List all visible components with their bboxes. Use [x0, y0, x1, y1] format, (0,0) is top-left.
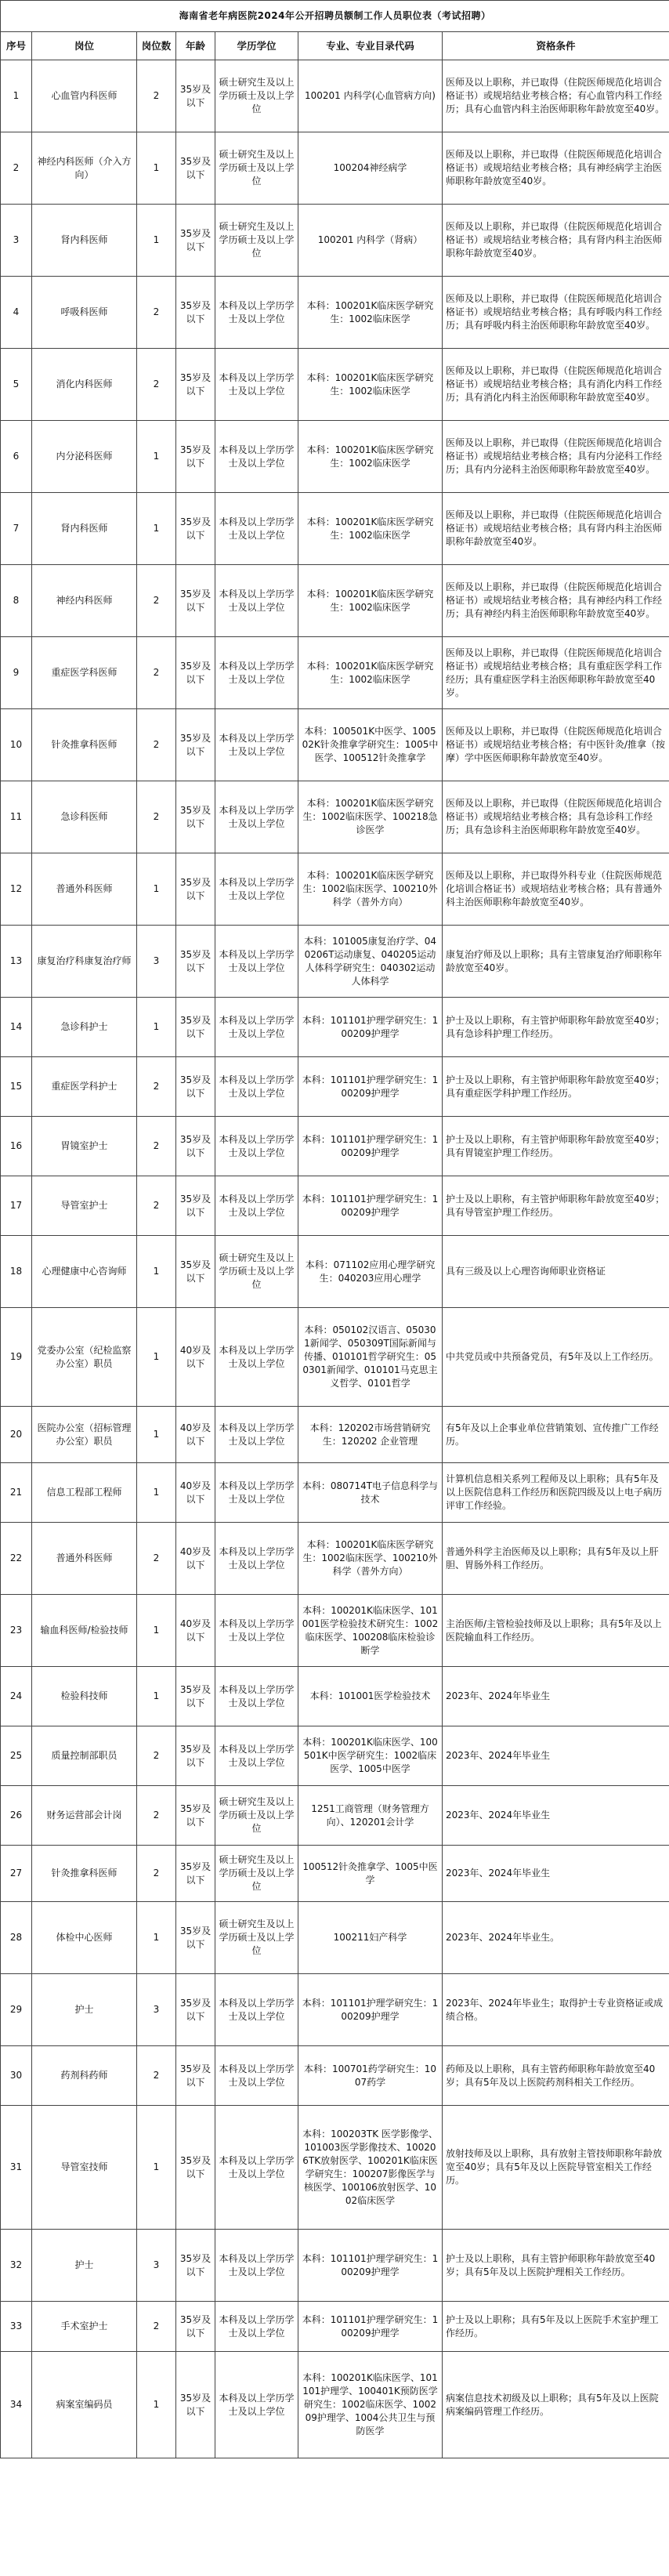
cell-no: 9 — [1, 637, 32, 709]
table-row — [1, 2046, 669, 2106]
cell-no: 25 — [1, 1726, 32, 1786]
cell-post: 内分泌科医师 — [32, 421, 137, 493]
cell-education: 本科及以上学历学士及以上学位 — [215, 349, 298, 421]
cell-age: 35岁及以下 — [176, 1236, 215, 1308]
cell-major: 本科：100201K临床医学研究生：1002临床医学、100210外科学（普外方向） — [298, 853, 443, 926]
table-row — [1, 1667, 669, 1726]
cell-major: 本科：100201K临床医学研究生：1002临床医学 — [298, 349, 443, 421]
cell-no: 14 — [1, 998, 32, 1057]
cell-no: 29 — [1, 1974, 32, 2046]
cell-conditions: 护士及以上职称，有主管护师职称年龄放宽至40岁；具有急诊科护理工作经历。 — [443, 998, 669, 1057]
cell-post: 急诊科医师 — [32, 781, 137, 853]
cell-count: 2 — [137, 60, 176, 132]
cell-education: 本科及以上学历学士及以上学位 — [215, 1726, 298, 1786]
cell-age: 35岁及以下 — [176, 1117, 215, 1176]
page-title: 海南省老年病医院2024年公开招聘员额制工作人员职位表（考试招聘） — [1, 1, 669, 32]
cell-no: 31 — [1, 2106, 32, 2230]
cell-major: 本科：101101护理学研究生：100209护理学 — [298, 1117, 443, 1176]
cell-conditions: 计算机信息相关系列工程师及以上职称；具有5年及以上医院信息科工作经历和医院四级及以上电子病历评审工作经验。 — [443, 1463, 669, 1523]
cell-education: 本科及以上学历学士及以上学位 — [215, 853, 298, 926]
table-row — [1, 349, 669, 421]
cell-conditions: 具有三级及以上心理咨询师职业资格证 — [443, 1236, 669, 1308]
cell-major: 本科：101101护理学研究生：100209护理学 — [298, 1176, 443, 1236]
table-row — [1, 1176, 669, 1236]
cell-count: 1 — [137, 132, 176, 205]
cell-education: 本科及以上学历学士及以上学位 — [215, 1667, 298, 1726]
cell-education: 本科及以上学历学士及以上学位 — [215, 1523, 298, 1595]
cell-no: 18 — [1, 1236, 32, 1308]
cell-no: 5 — [1, 349, 32, 421]
cell-count: 1 — [137, 1407, 176, 1463]
cell-count: 1 — [137, 1902, 176, 1974]
cell-no: 6 — [1, 421, 32, 493]
cell-no: 34 — [1, 2352, 32, 2458]
cell-count: 2 — [137, 2046, 176, 2106]
cell-conditions: 护士及以上职称；具有5年及以上医院手术室护理工作经历。 — [443, 2302, 669, 2352]
cell-education: 本科及以上学历学士及以上学位 — [215, 493, 298, 565]
cell-no: 30 — [1, 2046, 32, 2106]
cell-education: 本科及以上学历学士及以上学位 — [215, 2046, 298, 2106]
cell-post: 康复治疗科康复治疗师 — [32, 926, 137, 998]
cell-post: 消化内科医师 — [32, 349, 137, 421]
cell-count: 2 — [137, 1523, 176, 1595]
cell-education: 本科及以上学历学士及以上学位 — [215, 2106, 298, 2230]
cell-no: 27 — [1, 1846, 32, 1902]
cell-age: 35岁及以下 — [176, 1667, 215, 1726]
table-row — [1, 1902, 669, 1974]
cell-no: 24 — [1, 1667, 32, 1726]
cell-count: 2 — [137, 277, 176, 349]
cell-major: 1251工商管理（财务管理方向）、120201会计学 — [298, 1786, 443, 1846]
cell-conditions: 医师及以上职称，并已取得（住院医师规范化培训合格证书）或规培结业考核合格；具有呼吸内科工作经历；具有呼吸内科主治医师职称年龄放宽至40岁。 — [443, 277, 669, 349]
cell-major: 本科：101101护理学研究生：100209护理学 — [298, 2230, 443, 2302]
cell-age: 35岁及以下 — [176, 853, 215, 926]
cell-count: 2 — [137, 709, 176, 781]
cell-education: 本科及以上学历学士及以上学位 — [215, 1595, 298, 1667]
cell-no: 2 — [1, 132, 32, 205]
cell-post: 手术室护士 — [32, 2302, 137, 2352]
table-row — [1, 926, 669, 998]
cell-post: 重症医学科护士 — [32, 1057, 137, 1117]
cell-post: 导管室护士 — [32, 1176, 137, 1236]
table-row — [1, 1523, 669, 1595]
cell-post: 财务运营部会计岗 — [32, 1786, 137, 1846]
cell-age: 35岁及以下 — [176, 1176, 215, 1236]
cell-count: 2 — [137, 1846, 176, 1902]
cell-no: 26 — [1, 1786, 32, 1846]
cell-major: 本科：100201K临床医学研究生：1002临床医学 — [298, 277, 443, 349]
cell-count: 1 — [137, 2352, 176, 2458]
cell-count: 1 — [137, 2106, 176, 2230]
cell-count: 1 — [137, 1463, 176, 1523]
cell-education: 本科及以上学历学士及以上学位 — [215, 2302, 298, 2352]
cell-count: 1 — [137, 421, 176, 493]
cell-conditions: 医师及以上职称，并已取得（住院医师规范化培训合格证书）或规培结业考核合格；具有内分泌科工作经历；具有内分泌科主治医师职称年龄放宽至40岁。 — [443, 421, 669, 493]
cell-count: 2 — [137, 1726, 176, 1786]
cell-education: 本科及以上学历学士及以上学位 — [215, 1407, 298, 1463]
cell-age: 35岁及以下 — [176, 421, 215, 493]
table-row — [1, 1974, 669, 2046]
cell-conditions: 2023年、2024年毕业生；取得护士专业资格证或成绩合格。 — [443, 1974, 669, 2046]
cell-conditions: 2023年、2024年毕业生 — [443, 1726, 669, 1786]
cell-post: 护士 — [32, 2230, 137, 2302]
cell-no: 13 — [1, 926, 32, 998]
cell-count: 2 — [137, 1117, 176, 1176]
cell-no: 10 — [1, 709, 32, 781]
table-row — [1, 132, 669, 205]
cell-major: 本科：080714T电子信息科学与技术 — [298, 1463, 443, 1523]
table-body — [1, 60, 669, 2458]
cell-education: 本科及以上学历学士及以上学位 — [215, 781, 298, 853]
table-row — [1, 421, 669, 493]
cell-count: 2 — [137, 1057, 176, 1117]
cell-age: 35岁及以下 — [176, 277, 215, 349]
cell-age: 35岁及以下 — [176, 1726, 215, 1786]
title-row — [1, 1, 669, 32]
cell-age: 40岁及以下 — [176, 1595, 215, 1667]
cell-post: 普通外科医师 — [32, 853, 137, 926]
cell-major: 本科：120202市场营销研究生：120202 企业管理 — [298, 1407, 443, 1463]
cell-major: 本科：100203TK 医学影像学、101003医学影像技术、100206TK放射医学、100201K临床医学研究生：100207影像医学与核医学、100106放射医学、1002临床医学 — [298, 2106, 443, 2230]
cell-post: 信息工程部工程师 — [32, 1463, 137, 1523]
cell-age: 35岁及以下 — [176, 1057, 215, 1117]
cell-conditions: 病案信息技术初级及以上职称；具有5年及以上医院病案编码管理工作经历。 — [443, 2352, 669, 2458]
cell-post: 药剂科药师 — [32, 2046, 137, 2106]
cell-education: 硕士研究生及以上学历硕士及以上学位 — [215, 1236, 298, 1308]
table-row — [1, 205, 669, 277]
table-row — [1, 998, 669, 1057]
header-age: 年龄 — [176, 32, 215, 60]
cell-post: 导管室技师 — [32, 2106, 137, 2230]
cell-education: 硕士研究生及以上学历硕士及以上学位 — [215, 1786, 298, 1846]
cell-conditions: 2023年、2024年毕业生。 — [443, 1902, 669, 1974]
cell-education: 本科及以上学历学士及以上学位 — [215, 1463, 298, 1523]
cell-education: 本科及以上学历学士及以上学位 — [215, 1176, 298, 1236]
cell-conditions: 医师及以上职称，并已取得（住院医师规范化培训合格证书）或规培结业考核合格；具有消化内科工作经历；具有消化内科主治医师职称年龄放宽至40岁。 — [443, 349, 669, 421]
cell-education: 本科及以上学历学士及以上学位 — [215, 421, 298, 493]
cell-post: 病案室编码员 — [32, 2352, 137, 2458]
cell-post: 输血科医师/检验技师 — [32, 1595, 137, 1667]
cell-count: 1 — [137, 1236, 176, 1308]
cell-age: 35岁及以下 — [176, 1974, 215, 2046]
cell-no: 1 — [1, 60, 32, 132]
cell-education: 本科及以上学历学士及以上学位 — [215, 2230, 298, 2302]
cell-count: 2 — [137, 781, 176, 853]
table-row — [1, 1786, 669, 1846]
table-row — [1, 1463, 669, 1523]
cell-count: 1 — [137, 853, 176, 926]
cell-no: 28 — [1, 1902, 32, 1974]
cell-post: 针灸推拿科医师 — [32, 1846, 137, 1902]
cell-major: 本科：100201K临床医学研究生：1002临床医学、100218急诊医学 — [298, 781, 443, 853]
cell-age: 35岁及以下 — [176, 637, 215, 709]
cell-no: 22 — [1, 1523, 32, 1595]
cell-count: 2 — [137, 1176, 176, 1236]
cell-count: 2 — [137, 1786, 176, 1846]
cell-education: 硕士研究生及以上学历硕士及以上学位 — [215, 132, 298, 205]
cell-age: 35岁及以下 — [176, 1846, 215, 1902]
cell-education: 硕士研究生及以上学历硕士及以上学位 — [215, 1902, 298, 1974]
cell-education: 本科及以上学历学士及以上学位 — [215, 926, 298, 998]
table-row — [1, 781, 669, 853]
cell-conditions: 护士及以上职称，有主管护师职称年龄放宽至40岁；具有重症医学科护理工作经历。 — [443, 1057, 669, 1117]
cell-post: 肾内科医师 — [32, 205, 137, 277]
cell-post: 胃镜室护士 — [32, 1117, 137, 1176]
cell-no: 3 — [1, 205, 32, 277]
cell-no: 8 — [1, 565, 32, 637]
cell-conditions: 护士及以上职称，有主管护师职称年龄放宽至40岁；具有导管室护理工作经历。 — [443, 1176, 669, 1236]
table-row — [1, 1407, 669, 1463]
cell-post: 急诊科护士 — [32, 998, 137, 1057]
cell-age: 35岁及以下 — [176, 781, 215, 853]
cell-no: 15 — [1, 1057, 32, 1117]
header-major: 专业、专业目录代码 — [298, 32, 443, 60]
cell-count: 2 — [137, 2302, 176, 2352]
cell-conditions: 医师及以上职称，并已取得（住院医师规范化培训合格证书）或规培结业考核合格；具有神经内科工作经历；具有神经内科主治医师职称年龄放宽至40岁。 — [443, 565, 669, 637]
cell-post: 医院办公室（招标管理办公室）职员 — [32, 1407, 137, 1463]
cell-conditions: 2023年、2024年毕业生 — [443, 1786, 669, 1846]
header-education: 学历学位 — [215, 32, 298, 60]
cell-age: 35岁及以下 — [176, 998, 215, 1057]
cell-count: 2 — [137, 637, 176, 709]
cell-no: 19 — [1, 1308, 32, 1407]
cell-major: 本科：100201K临床医学研究生：1002临床医学、100210外科学（普外方向） — [298, 1523, 443, 1595]
cell-education: 硕士研究生及以上学历硕士及以上学位 — [215, 60, 298, 132]
cell-conditions: 医师及以上职称，并已取得（住院医师规范化培训合格证书）或规培结业考核合格；有心血管内科工作经历；具有心血管内科主治医师职称年龄放宽至40岁。 — [443, 60, 669, 132]
table-row — [1, 1117, 669, 1176]
cell-count: 1 — [137, 1667, 176, 1726]
cell-age: 35岁及以下 — [176, 205, 215, 277]
cell-major: 本科：101001医学检验技术 — [298, 1667, 443, 1726]
cell-conditions: 护士及以上职称，具有主管护师职称年龄放宽至40岁；具有5年及以上医院护理相关工作经历。 — [443, 2230, 669, 2302]
table-row — [1, 2230, 669, 2302]
header-post: 岗位 — [32, 32, 137, 60]
cell-major: 本科：100201K临床医学研究生：1002临床医学 — [298, 637, 443, 709]
cell-age: 35岁及以下 — [176, 2046, 215, 2106]
cell-no: 32 — [1, 2230, 32, 2302]
cell-major: 100201 内科学（肾病） — [298, 205, 443, 277]
cell-age: 35岁及以下 — [176, 2106, 215, 2230]
cell-no: 4 — [1, 277, 32, 349]
table-row — [1, 277, 669, 349]
header-count: 岗位数 — [137, 32, 176, 60]
cell-conditions: 医师及以上职称，并已取得（住院医师规范化培训合格证书）或规培结业考核合格；具有肾内科主治医师职称年龄放宽至40岁。 — [443, 205, 669, 277]
cell-no: 12 — [1, 853, 32, 926]
cell-education: 本科及以上学历学士及以上学位 — [215, 998, 298, 1057]
cell-age: 35岁及以下 — [176, 1902, 215, 1974]
cell-age: 40岁及以下 — [176, 1407, 215, 1463]
cell-conditions: 医师及以上职称，并已取得（住院医师规范化培训合格证书）或规培结业考核合格；具有肾内科主治医师职称年龄放宽至40岁。 — [443, 493, 669, 565]
cell-no: 16 — [1, 1117, 32, 1176]
cell-count: 2 — [137, 349, 176, 421]
cell-education: 本科及以上学历学士及以上学位 — [215, 1974, 298, 2046]
cell-conditions: 医师及以上职称，并已取得（住院医师规范化培训合格证书）或规培结业考核合格；具有神经病学主治医师职称年龄放宽至40岁。 — [443, 132, 669, 205]
cell-post: 肾内科医师 — [32, 493, 137, 565]
cell-education: 硕士研究生及以上学历硕士及以上学位 — [215, 1846, 298, 1902]
table-row — [1, 565, 669, 637]
cell-education: 本科及以上学历学士及以上学位 — [215, 1117, 298, 1176]
cell-conditions: 医师及以上职称，并已取得外科专业（住院医师规范化培训合格证书）或规培结业考核合格；具有普通外科主治医师职称年龄放宽至40岁。 — [443, 853, 669, 926]
cell-education: 硕士研究生及以上学历硕士及以上学位 — [215, 205, 298, 277]
cell-post: 呼吸科医师 — [32, 277, 137, 349]
header-row — [1, 32, 669, 60]
cell-age: 35岁及以下 — [176, 2230, 215, 2302]
cell-count: 2 — [137, 565, 176, 637]
table-row — [1, 1846, 669, 1902]
cell-conditions: 医师及以上职称，并已取得（住院医师规范化培训合格证书）或规培结业考核合格；具有重症医学科工作经历；具有重症医学科主治医师职称年龄放宽至40岁。 — [443, 637, 669, 709]
cell-conditions: 医师及以上职称，并已取得（住院医师规范化培训合格证书）或规培结业考核合格；具有急诊科工作经历；具有急诊科主治医师职称年龄放宽至40岁。 — [443, 781, 669, 853]
cell-major: 本科：100201K临床医学、100501K中医学研究生：1002临床医学、1005中医学 — [298, 1726, 443, 1786]
cell-education: 本科及以上学历学士及以上学位 — [215, 565, 298, 637]
table-row — [1, 637, 669, 709]
header-conditions: 资格条件 — [443, 32, 669, 60]
cell-education: 本科及以上学历学士及以上学位 — [215, 2352, 298, 2458]
cell-conditions: 2023年、2024年毕业生 — [443, 1846, 669, 1902]
cell-no: 20 — [1, 1407, 32, 1463]
cell-post: 重症医学科医师 — [32, 637, 137, 709]
header-no: 序号 — [1, 32, 32, 60]
cell-major: 本科：101005康复治疗学、040206T运动康复、040205运动人体科学研究生：040302运动人体科学 — [298, 926, 443, 998]
cell-major: 本科：101101护理学研究生：100209护理学 — [298, 998, 443, 1057]
cell-no: 7 — [1, 493, 32, 565]
cell-major: 100512针灸推拿学、1005中医学 — [298, 1846, 443, 1902]
cell-conditions: 主治医师/主管检验技师及以上职称；具有5年及以上医院输血科工作经历。 — [443, 1595, 669, 1667]
cell-age: 35岁及以下 — [176, 132, 215, 205]
cell-no: 23 — [1, 1595, 32, 1667]
cell-age: 35岁及以下 — [176, 1786, 215, 1846]
cell-conditions: 康复治疗师及以上职称；具有主管康复治疗师职称年龄放宽至40岁。 — [443, 926, 669, 998]
cell-conditions: 普通外科学主治医师及以上职称；具有5年及以上肝胆、胃肠外科工作经历。 — [443, 1523, 669, 1595]
table-row — [1, 853, 669, 926]
cell-conditions: 药师及以上职称，具有主管药师职称年龄放宽至40岁；具有5年及以上医院药剂科相关工作经历。 — [443, 2046, 669, 2106]
table-row — [1, 1308, 669, 1407]
cell-education: 本科及以上学历学士及以上学位 — [215, 709, 298, 781]
cell-age: 40岁及以下 — [176, 1523, 215, 1595]
cell-count: 1 — [137, 205, 176, 277]
cell-age: 40岁及以下 — [176, 1308, 215, 1407]
cell-count: 1 — [137, 1308, 176, 1407]
table-row — [1, 2352, 669, 2458]
cell-no: 17 — [1, 1176, 32, 1236]
cell-conditions: 医师及以上职称，并已取得（住院医师规范化培训合格证书）或规培结业考核合格；有中医针灸/推拿（按摩）学中医医师职称年龄放宽至40岁。 — [443, 709, 669, 781]
cell-age: 35岁及以下 — [176, 349, 215, 421]
table-row — [1, 493, 669, 565]
cell-age: 40岁及以下 — [176, 1463, 215, 1523]
cell-age: 35岁及以下 — [176, 709, 215, 781]
cell-major: 本科：100201K临床医学、101001医学检验技术研究生：1002临床医学、100208临床检验诊断学 — [298, 1595, 443, 1667]
cell-education: 本科及以上学历学士及以上学位 — [215, 277, 298, 349]
cell-conditions: 2023年、2024年毕业生 — [443, 1667, 669, 1726]
cell-count: 1 — [137, 998, 176, 1057]
cell-major: 本科：100201K临床医学研究生：1002临床医学 — [298, 565, 443, 637]
cell-post: 体检中心医师 — [32, 1902, 137, 1974]
table-row — [1, 60, 669, 132]
table-row — [1, 709, 669, 781]
cell-major: 本科：100201K临床医学研究生：1002临床医学 — [298, 493, 443, 565]
cell-count: 3 — [137, 926, 176, 998]
cell-age: 35岁及以下 — [176, 926, 215, 998]
cell-age: 35岁及以下 — [176, 2352, 215, 2458]
cell-post: 神经内科医师 — [32, 565, 137, 637]
cell-post: 心理健康中心咨询师 — [32, 1236, 137, 1308]
cell-major: 本科：100201K临床医学、101101护理学、100401K预防医学研究生：1002临床医学、100209护理学、1004公共卫生与预防医学 — [298, 2352, 443, 2458]
cell-major: 100211妇产科学 — [298, 1902, 443, 1974]
cell-count: 1 — [137, 493, 176, 565]
cell-major: 本科：050102汉语言、050301新闻学、050309T国际新闻与传播、010101哲学研究生：050301新闻学、010101马克思主义哲学、0101哲学 — [298, 1308, 443, 1407]
table-row — [1, 1057, 669, 1117]
cell-age: 35岁及以下 — [176, 2302, 215, 2352]
cell-major: 本科：100701药学研究生：1007药学 — [298, 2046, 443, 2106]
cell-no: 33 — [1, 2302, 32, 2352]
table-row — [1, 1595, 669, 1667]
cell-post: 检验科技师 — [32, 1667, 137, 1726]
cell-major: 本科：101101护理学研究生：100209护理学 — [298, 2302, 443, 2352]
cell-no: 11 — [1, 781, 32, 853]
cell-post: 心血管内科医师 — [32, 60, 137, 132]
cell-major: 100204神经病学 — [298, 132, 443, 205]
table-row — [1, 1726, 669, 1786]
cell-post: 普通外科医师 — [32, 1523, 137, 1595]
table-row — [1, 2302, 669, 2352]
cell-conditions: 中共党员或中共预备党员，有5年及以上工作经历。 — [443, 1308, 669, 1407]
cell-major: 本科：101101护理学研究生：100209护理学 — [298, 1974, 443, 2046]
cell-post: 党委办公室（纪检监察办公室）职员 — [32, 1308, 137, 1407]
cell-count: 3 — [137, 1974, 176, 2046]
cell-age: 35岁及以下 — [176, 565, 215, 637]
cell-major: 本科：100501K中医学、100502K针灸推拿学研究生：1005中医学、100512针灸推拿学 — [298, 709, 443, 781]
cell-major: 本科：101101护理学研究生：100209护理学 — [298, 1057, 443, 1117]
cell-major: 100201 内科学(心血管病方向) — [298, 60, 443, 132]
cell-post: 神经内科医师（介入方向） — [32, 132, 137, 205]
cell-conditions: 有5年及以上企事业单位营销策划、宣传推广工作经历。 — [443, 1407, 669, 1463]
cell-major: 本科：071102应用心理学研究生：040203应用心理学 — [298, 1236, 443, 1308]
cell-age: 35岁及以下 — [176, 60, 215, 132]
cell-count: 3 — [137, 2230, 176, 2302]
cell-no: 21 — [1, 1463, 32, 1523]
cell-education: 本科及以上学历学士及以上学位 — [215, 1057, 298, 1117]
cell-education: 本科及以上学历学士及以上学位 — [215, 1308, 298, 1407]
cell-post: 针灸推拿科医师 — [32, 709, 137, 781]
table-row — [1, 1236, 669, 1308]
cell-major: 本科：100201K临床医学研究生：1002临床医学 — [298, 421, 443, 493]
cell-education: 本科及以上学历学士及以上学位 — [215, 637, 298, 709]
table-row — [1, 2106, 669, 2230]
cell-count: 1 — [137, 1595, 176, 1667]
cell-conditions: 放射技师及以上职称，具有放射主管技师职称年龄放宽至40岁；具有5年及以上医院导管室相关工作经历。 — [443, 2106, 669, 2230]
cell-post: 护士 — [32, 1974, 137, 2046]
cell-age: 35岁及以下 — [176, 493, 215, 565]
cell-conditions: 护士及以上职称，有主管护师职称年龄放宽至40岁；具有胃镜室护理工作经历。 — [443, 1117, 669, 1176]
cell-post: 质量控制部职员 — [32, 1726, 137, 1786]
